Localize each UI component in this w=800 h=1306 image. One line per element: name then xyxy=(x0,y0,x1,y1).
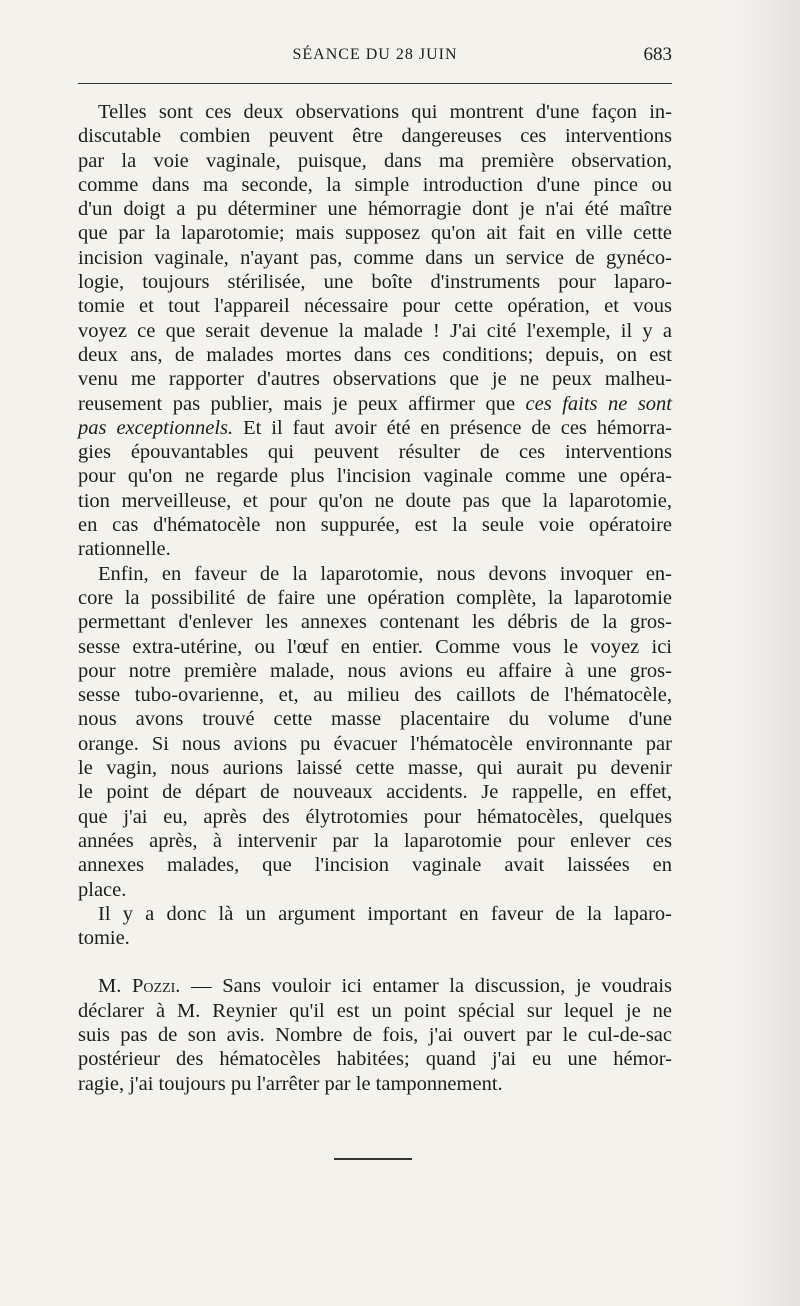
text-line: sesse extra-utérine, ou l'œuf en entier. Comme vous le voyez ici xyxy=(78,635,672,658)
header-rule xyxy=(78,83,672,84)
text-line: années après, à intervenir par la laparotomie pour enlever ces xyxy=(78,829,672,852)
italic-phrase: ces faits ne sont xyxy=(525,392,672,415)
text-line: orange. Si nous avions pu évacuer l'hématocèle environnante par xyxy=(78,732,672,755)
text-line: comme dans ma seconde, la simple introduction d'une pince ou xyxy=(78,173,672,196)
paragraph-argument-conclusion xyxy=(78,902,672,951)
paragraph-spacer xyxy=(78,950,672,974)
text-line: nous avons trouvé cette masse placentaire du volume d'une xyxy=(78,708,672,731)
paragraph-laparotomy-advantages xyxy=(78,562,672,902)
text-line: postérieur des hématocèles habitées; quand j'ai eu une hémor- xyxy=(78,1048,672,1071)
text-line: voyez ce que serait devenue la malade ! J'ai cité l'exemple, il y a xyxy=(78,319,672,342)
text-segment: reusement pas publier, mais je peux affirmer que xyxy=(78,392,516,415)
paragraph-reynier-observations xyxy=(78,100,672,562)
text-line: tion merveilleuse, et pour qu'on ne doute pas que la laparotomie, xyxy=(78,489,672,512)
text-line: venu me rapporter d'autres observations que je ne peux malheu- xyxy=(78,368,672,391)
text-line: le point de départ de nouveaux accidents. Je rappelle, en effet, xyxy=(78,781,672,804)
text-line: par la voie vaginale, puisque, dans ma première observation, xyxy=(78,149,672,172)
text-line: suis pas de son avis. Nombre de fois, j'ai ouvert par le cul-de-sac xyxy=(78,1023,672,1046)
text-line: permettant d'enlever les annexes contenant les débris de la gros- xyxy=(78,611,672,634)
text-line-with-italic xyxy=(78,416,672,440)
text-line: incision vaginale, n'ayant pas, comme dans un service de gynéco- xyxy=(78,246,672,269)
page-header xyxy=(78,44,672,74)
text-line: deux ans, de malades mortes dans ces conditions; depuis, on est xyxy=(78,343,672,366)
text-line: Enfin, en faveur de la laparotomie, nous devons invoquer en- xyxy=(98,562,672,585)
text-line: gies épouvantables qui peuvent résulter de ces interventions xyxy=(78,441,672,464)
text-line: pour qu'on ne regarde plus l'incision vaginale comme une opéra- xyxy=(78,465,672,488)
text-line: discutable combien peuvent être dangereuses ces interventions xyxy=(78,125,672,148)
text-line: sesse tubo-ovarienne, et, au milieu des caillots de l'hématocèle, xyxy=(78,684,672,707)
text-line: le vagin, nous aurions laissé cette masse, qui aurait pu devenir xyxy=(78,757,672,780)
text-line: que j'ai eu, après des élytrotomies pour hématocèles, quelques xyxy=(78,805,672,828)
running-title: SÉANCE DU 28 JUIN xyxy=(292,46,458,63)
text-line: core la possibilité de faire une opération complète, la laparotomie xyxy=(78,586,672,609)
text-line: ragie, j'ai toujours pu l'arrêter par le tamponnement. xyxy=(78,1072,503,1095)
text-line: tomie et tout l'appareil nécessaire pour cette opération, et vous xyxy=(78,295,672,318)
page-number: 683 xyxy=(643,44,672,65)
text-line: Telles sont ces deux observations qui montrent d'une façon in- xyxy=(98,101,672,123)
text-line-with-italic xyxy=(78,392,672,416)
text-line: d'un doigt a pu déterminer une hémorragie dont je n'ai été maître xyxy=(78,198,672,221)
text-segment: — Sans vouloir ici entamer la discussion, je voudrais xyxy=(191,975,673,998)
section-end-rule xyxy=(334,1158,412,1160)
paragraph-pozzi-remark xyxy=(78,974,672,1095)
text-line-with-speaker xyxy=(78,974,672,998)
page-edge-shading xyxy=(730,0,800,1306)
text-line: pour notre première malade, nous avions eu affaire à une gros- xyxy=(78,659,672,682)
text-line: logie, toujours stérilisée, une boîte d'instruments pour laparo- xyxy=(78,271,672,294)
text-line: rationnelle. xyxy=(78,538,171,561)
text-line: Il y a donc là un argument important en faveur de la laparo- xyxy=(98,902,672,925)
text-line: place. xyxy=(78,878,127,901)
text-line: déclarer à M. Reynier qu'il est un point spécial sur lequel je ne xyxy=(78,999,672,1022)
body-text xyxy=(78,100,672,1096)
italic-phrase: pas exceptionnels. xyxy=(78,416,234,439)
text-line: annexes malades, que l'incision vaginale avait laissées en xyxy=(78,854,672,877)
text-line: en cas d'hématocèle non suppurée, est la seule voie opératoire xyxy=(78,514,672,537)
speaker-name: M. Pozzi. xyxy=(98,975,181,998)
text-line: tomie. xyxy=(78,927,130,950)
text-line: que par la laparotomie; mais supposez qu'on ait fait en ville cette xyxy=(78,222,672,245)
text-segment: Et il faut avoir été en présence de ces hémorra- xyxy=(243,416,672,439)
